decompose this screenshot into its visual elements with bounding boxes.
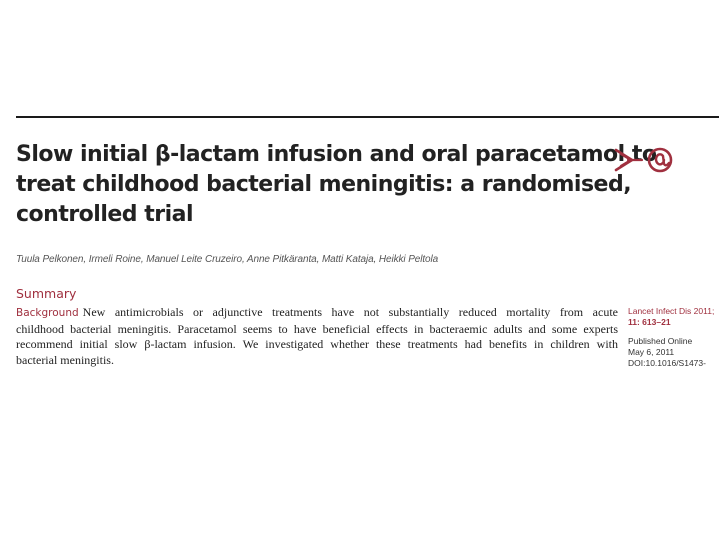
abstract-line: childhood bacterial meningitis. Paracetamol seems to have beneficial effects in bacteraemic adults and some experts	[16, 321, 618, 336]
header-rule	[16, 116, 719, 118]
published-date: May 6, 2011	[628, 347, 675, 357]
background-label: Background	[16, 307, 79, 319]
journal-citation	[628, 306, 718, 317]
title-line: controlled trial	[16, 202, 194, 227]
published-label: Published Online	[628, 336, 693, 346]
abstract-line-text: New antimicrobials or adjunctive treatments have not substantially reduced mortality from acute	[82, 305, 618, 319]
abstract-background	[16, 305, 618, 368]
article-title	[16, 140, 657, 230]
title-line: treat childhood bacterial meningitis: a randomised,	[16, 172, 632, 197]
volume-pages-text: 11: 613–21	[628, 317, 671, 327]
summary-heading: Summary	[16, 286, 77, 301]
abstract-line: bacterial meningitis.	[16, 352, 114, 367]
lancet-arrow-at-logo-icon	[612, 144, 688, 176]
doi: DOI:10.1016/S1473-	[628, 358, 706, 368]
journal-name: Lancet Infect Dis 2011;	[628, 306, 715, 316]
abstract-line	[16, 305, 618, 322]
title-line: Slow initial β-lactam infusion and oral paracetamol to	[16, 142, 657, 167]
abstract-line: recommend initial slow β-lactam infusion. We investigated whether these treatments had benefits in children with	[16, 337, 618, 351]
author-list: Tuula Pelkonen, Irmeli Roine, Manuel Leite Cruzeiro, Anne Pitkäranta, Matti Kataja, Heikki Peltola	[16, 254, 439, 265]
volume-pages	[628, 317, 718, 328]
citation-sidebar	[628, 306, 718, 369]
